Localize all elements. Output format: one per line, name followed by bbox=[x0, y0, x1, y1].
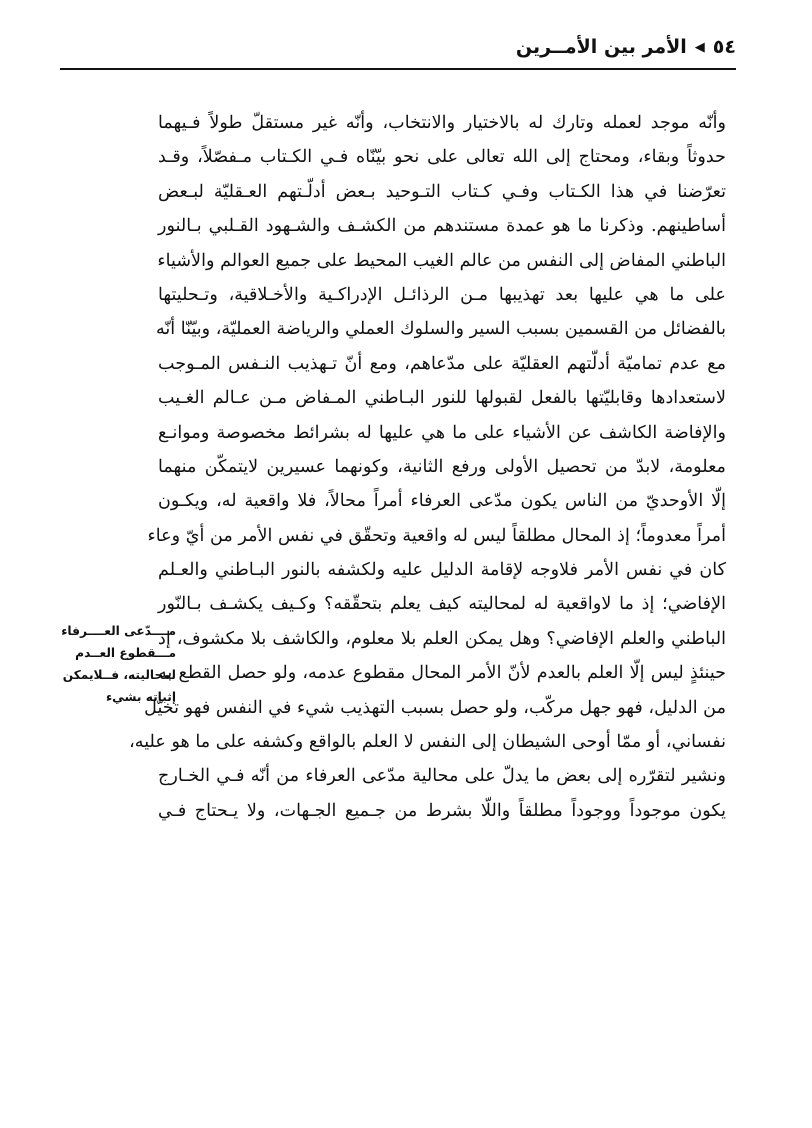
margin-note-line: مـــقطوع العــدم bbox=[75, 646, 176, 660]
text-line: والإفاضة الكاشف عن الأشياء على ما هي عليها له بشرائط مخصوصة وموانـع bbox=[158, 422, 726, 443]
margin-note-line: لمحاليته، فــلايمكن bbox=[62, 668, 176, 682]
text-line: على ما هي عليها بعد تهذيبها مـن الرذائـل الإدراكـية والأخـلاقية، وتـحليتها bbox=[158, 284, 726, 305]
margin-note bbox=[36, 620, 176, 708]
text-line: الباطني المفاض إلى النفس من عالم الغيب المحيط على جميع العوالم والأشياء bbox=[157, 250, 726, 271]
header-rule bbox=[60, 68, 736, 70]
margin-note-line: مــــدّعى العــــرفاء bbox=[61, 624, 176, 638]
text-line: معلومة، لابدّ من تحصيل الأولى ورفع الثانية، وكونهما عسيرين لايتمكّن منهما bbox=[158, 456, 726, 477]
text-line: كان في نفس الأمر فلاوجه لإقامة الدليل عليه ولكشفه بالنور البـاطني والعـلم bbox=[158, 560, 726, 581]
running-title: الأمر بين الأمــرين bbox=[515, 36, 687, 58]
text-line: لاستعدادها وقابليّتها بالفعل لقبولها للنور البـاطني المـفاض مـن عـالم الغـيب bbox=[158, 388, 726, 409]
text-line: مع عدم تماميّة أدلّتهم العقليّة على مدّعاهم، ومع أنّ تـهذيب النـفس المـوجب bbox=[158, 353, 726, 374]
text-line: من الدليل، فهو جهل مركّب، ولو حصل بسبب التهذيب شيء في النفس فهو تخيّل bbox=[144, 697, 726, 718]
text-line: وأنّه موجد لعمله وتارك له بالاختيار والانتخاب، وأنّه غير مستقلّ طولاً فـيهما bbox=[158, 113, 726, 133]
text-line: يكون موجوداً ووجوداً مطلقاً واللّا بشرط من جـميع الجـهات، ولا يـحتاج فـي bbox=[158, 800, 726, 821]
running-header bbox=[60, 30, 736, 64]
text-line: حينئذٍ ليس إلّا العلم بالعدم لأنّ الأمر المحال مقطوع عدمه، ولو حصل القطع به bbox=[158, 663, 726, 684]
text-line: تعرّضنا في هذا الكـتاب وفـي كـتاب التـوحيد بـعض أدلّـتهم العـقليّة لبـعض bbox=[158, 181, 726, 202]
text-line: الباطني والعلم الإفاضي؟ وهل يمكن العلم بلا معلوم، والكاشف بلا مكشوف، إذ bbox=[158, 628, 726, 649]
text-line: إلّا الأوحديّ من الناس يكون مدّعى العرفاء أمراً محالاً، فلا واقعية له، ويكـون bbox=[158, 491, 726, 512]
margin-note-line: إثباته بشيء bbox=[105, 690, 176, 704]
text-line: أساطينهم. وذكرنا ما هو عمدة مستندهم من الكشـف والشـهود القـلبي بـالنور bbox=[158, 216, 726, 237]
text-line: الإفاضي؛ إذ ما لاواقعية له لمحاليته كيف يعلم بتحقّقه؟ وكـيف يكشـف بـالنّور bbox=[158, 594, 726, 615]
text-line: ونشير لتقرّره إلى بعض ما يدلّ على محالية مدّعى العرفاء من أنّه فـي الخـارج bbox=[158, 766, 726, 787]
text-line: بالفضائل من القسمين بسبب السير والسلوك العملي والرياضة العمليّة، وبيّنّا أنّه bbox=[155, 319, 726, 340]
text-line: حدوثاً وبقاء، ومحتاج إلى الله تعالى على نحو بيّنّاه فـي الكـتاب مـفصّلاً، وقـد bbox=[158, 147, 726, 168]
page-number: ٥٤ bbox=[712, 36, 736, 58]
text-line: نفساني، أو ممّا أوحى الشيطان إلى النفس لا العلم بالواقع وكشفه على ما هو عليه، bbox=[129, 732, 726, 753]
text-line: أمراً معدوماً؛ إذ المحال مطلقاً ليس له واقعية وتحقّق في نفس الأمر من أيّ وعاء bbox=[147, 525, 726, 546]
triangle-left-icon: ◀ bbox=[694, 39, 705, 55]
